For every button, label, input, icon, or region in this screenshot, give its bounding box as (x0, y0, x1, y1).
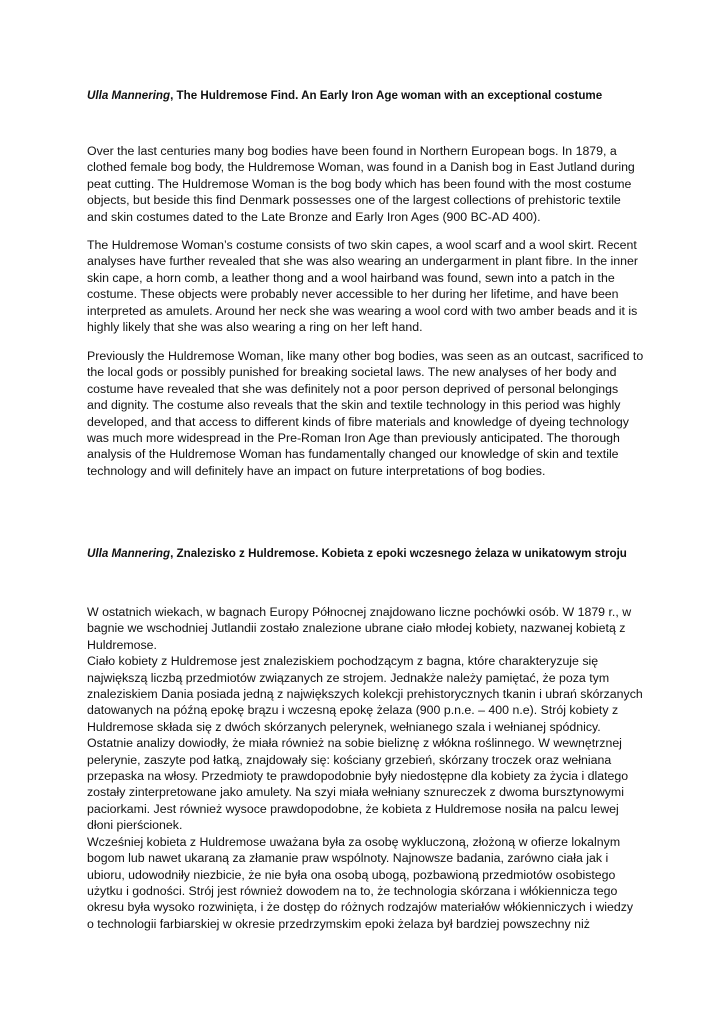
polish-title-author: Ulla Mannering (87, 547, 171, 560)
polish-title-text: , Znalezisko z Huldremose. Kobieta z epoki wczesnego żelaza w unikatowym stroju (170, 547, 627, 560)
english-paragraph-1: Over the last centuries many bog bodies have been found in Northern European bogs. In 1879, a clothed female bog body, the Huldremose Woman, was found in a Danish bog in East Jutland during peat cutting. The Huldremose Woman is the bog body which has been found with the most costume objects, but beside this find Denmark possesses one of the largest collections of prehistoric textile and skin costumes dated to the Late Bronze and Early Iron Ages (900 BC-AD 400). (87, 144, 635, 224)
english-title-text: , The Huldremose Find. An Early Iron Age woman with an exceptional costume (170, 89, 603, 102)
english-title-author: Ulla Mannering (87, 89, 171, 102)
english-paragraph-3: Previously the Huldremose Woman, like many other bog bodies, was seen as an outcast, sacrificed to the local gods or possibly punished for breaking societal laws. The new analyses of her body and costume have revealed that she was definitely not a poor person deprived of personal belongings and dignity. The costume also reveals that the skin and textile technology in this period was highly developed, and that access to different kinds of fibre materials and knowledge of dyeing technology was much more widespread in the Pre-Roman Iron Age than previously anticipated. The thorough analysis of the Huldremose Woman has fundamentally changed our knowledge of skin and textile technology and will definitely have an impact on future interpretations of bog bodies. (87, 349, 644, 478)
english-title (87, 88, 647, 104)
polish-title (87, 546, 647, 562)
english-paragraph-2: The Huldremose Woman’s costume consists of two skin capes, a wool scarf and a wool skirt. Recent analyses have further revealed that she was also wearing an undergarment in plant fibre. In the inner skin cape, a horn comb, a leather thong and a wool hairband was found, sewn into a patch in the costume. These objects were probably never accessible to her during her lifetime, and have been interpreted as amulets. Around her neck she was wearing a wool cord with two amber beads and it is highly likely that she was also wearing a ring on her left hand. (87, 238, 638, 335)
polish-paragraph: W ostatnich wiekach, w bagnach Europy Północnej znajdowano liczne pochówki osób. W 1879 r., w bagnie we wschodniej Jutlandii zostało znalezione ubrane ciało młodej kobiety, nazwanej kobietą z Huldremose. Ciało kobiety z Huldremose jest znaleziskiem pochodzącym z bagna, które charakteryzuje się największą liczbą przedmiotów związanych ze strojem. Jednakże należy pamiętać, że poza tym znaleziskiem Dania posiada jedną z największych kolekcji prehistorycznych tkanin i ubrań skórzanych datowanych na późną epokę brązu i wczesną epokę żelaza (900 p.n.e. – 400 n.e). Strój kobiety z Huldremose składa się z dwóch skórzanych pelerynek, wełnianego szala i wełnianej spódnicy. Ostatnie analizy dowiodły, że miała również na sobie bieliznę z włókna roślinnego. W wewnętrznej pelerynie, zaszyte pod łatką, znajdowały się: kościany grzebień, skórzany troczek oraz wełniana przepaska na włosy. Przedmioty te prawdopodobnie były niedostępne dla kobiety za życia i dlatego zostały zinterpretowane jako amulety. Na szyi miała wełniany sznureczek z dwoma bursztynowymi paciorkami. Jest również wysoce prawdopodobne, że kobieta z Huldremose nosiła na palcu lewej dłoni pierścionek. Wcześniej kobieta z Huldremose uważana była za osobę wykluczoną, złożoną w ofierze lokalnym bogom lub nawet ukaraną za złamanie praw wspólnoty. Najnowsze badania, zarówno ciała jak i ubioru, udowodniły niezbicie, że nie była ona osobą ubogą, pozbawioną przedmiotów osobistego użytku i godności. Strój jest również dowodem na to, że technologia skórzana i włókiennicza tego okresu była wysoko rozwinięta, i że dostęp do różnych rodzajów materiałów włókienniczych i wiedzy o technologii farbiarskiej w okresie przedrzymskim epoki żelaza był bardziej powszechny niż (87, 605, 643, 931)
